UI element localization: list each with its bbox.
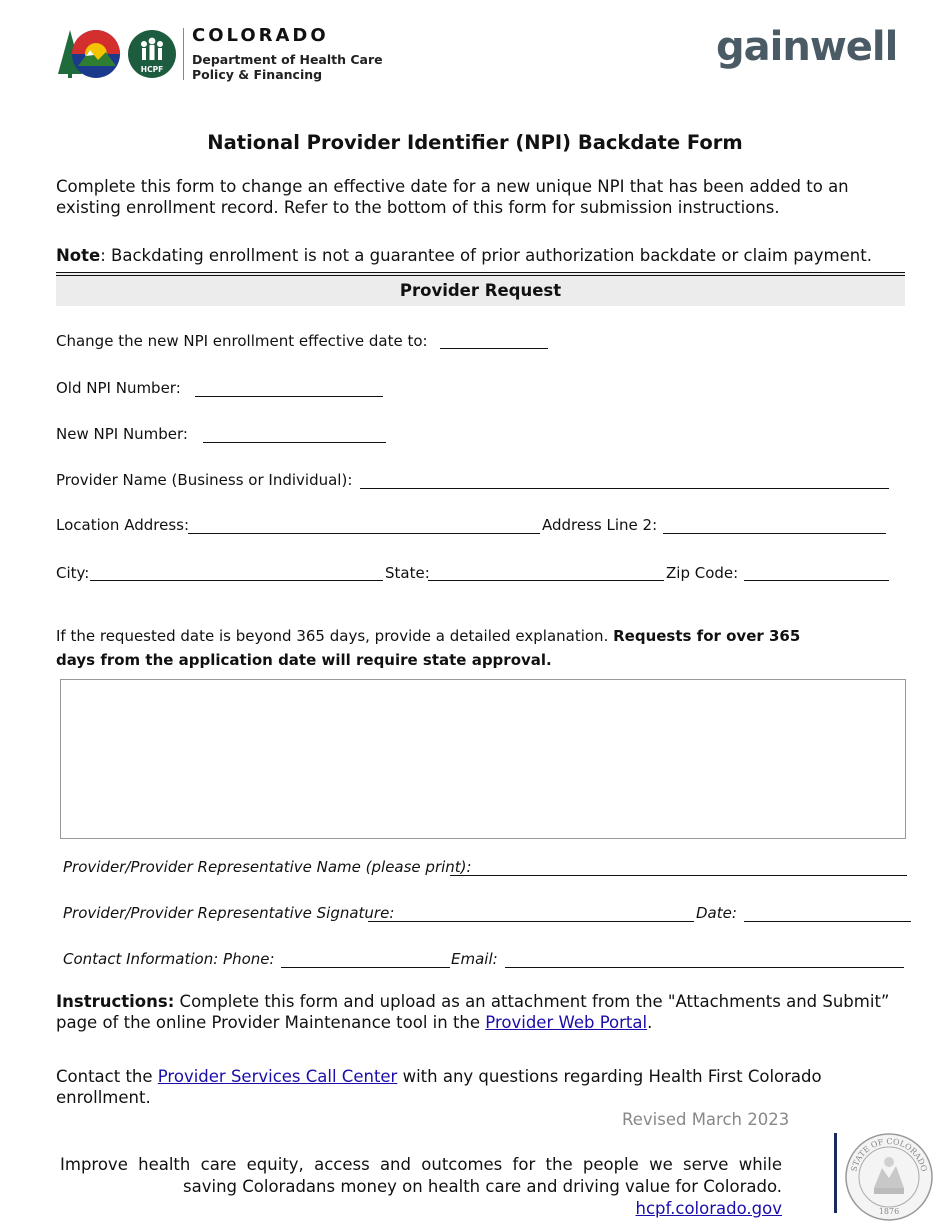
seal-top-text: STATE OF COLORADO <box>849 1136 929 1173</box>
footer-divider <box>834 1133 837 1213</box>
state-field[interactable] <box>428 580 664 581</box>
colorado-logo <box>56 26 178 82</box>
new-npi-field[interactable] <box>203 442 386 443</box>
seal-year: 1876 <box>878 1207 900 1216</box>
instructions-paragraph <box>56 991 926 1033</box>
hcpf-badge-text: HCPF <box>140 65 164 74</box>
new-npi-label: New NPI Number: <box>56 425 188 443</box>
form-title: National Provider Identifier (NPI) Backdate Form <box>207 131 743 154</box>
old-npi-field[interactable] <box>195 396 383 397</box>
explanation-bold-2: days from the application date will require state approval. <box>56 651 552 669</box>
explanation-bold-1: Requests for over 365 <box>613 627 801 645</box>
provider-name-label: Provider Name (Business or Individual): <box>56 471 353 489</box>
state-label: State: <box>385 564 430 582</box>
zip-field[interactable] <box>744 580 889 581</box>
hcpf-website-link[interactable]: hcpf.colorado.gov <box>635 1199 782 1218</box>
instructions-text-1: Complete this form and upload as an attachment from the "Attachments and Submit” <box>174 992 890 1011</box>
footer-mission <box>60 1154 782 1220</box>
effective-date-label: Change the new NPI enrollment effective date to: <box>56 332 428 350</box>
state-seal-icon <box>844 1132 934 1222</box>
department-name-line1: Department of Health Care <box>192 52 383 67</box>
date-label: Date: <box>696 904 737 922</box>
note-text: : Backdating enrollment is not a guarantee of prior authorization backdate or claim payment. <box>100 246 872 265</box>
rep-signature-label: Provider/Provider Representative Signature: <box>63 904 395 922</box>
rep-name-label: Provider/Provider Representative Name (please print): <box>63 858 472 876</box>
colorado-c-mountain-icon <box>56 26 178 82</box>
colorado-wordmark: COLORADO <box>192 25 329 46</box>
old-npi-label: Old NPI Number: <box>56 379 181 397</box>
revised-date: Revised March 2023 <box>622 1110 790 1129</box>
instructions-end: . <box>647 1013 653 1032</box>
address-line2-label: Address Line 2: <box>542 516 658 534</box>
provider-name-field[interactable] <box>360 488 889 489</box>
department-name-line2: Policy & Financing <box>192 67 323 82</box>
note-label: Note <box>56 246 101 265</box>
date-field[interactable] <box>744 921 911 922</box>
note-paragraph <box>56 245 916 266</box>
provider-services-call-center-link[interactable]: Provider Services Call Center <box>157 1067 398 1086</box>
contact-text-3: enrollment. <box>56 1088 151 1107</box>
provider-request-header <box>56 272 905 306</box>
contact-paragraph <box>56 1066 916 1108</box>
footer-mission-line2: saving Coloradans money on health care and driving value for Colorado. <box>183 1177 782 1196</box>
explanation-textbox[interactable] <box>60 679 906 839</box>
contact-phone-field[interactable] <box>281 967 450 968</box>
contact-text-2: with any questions regarding Health First Colorado <box>397 1067 822 1086</box>
rep-name-field[interactable] <box>450 875 907 876</box>
email-field[interactable] <box>505 967 904 968</box>
footer-mission-line1: Improve health care equity, access and outcomes for the people we serve while <box>60 1155 782 1174</box>
explanation-prompt <box>56 624 836 672</box>
instructions-label: Instructions: <box>56 992 175 1011</box>
email-label: Email: <box>451 950 498 968</box>
zip-label: Zip Code: <box>666 564 739 582</box>
effective-date-field[interactable] <box>440 348 548 349</box>
city-label: City: <box>56 564 90 582</box>
logo-divider <box>183 28 184 80</box>
intro-paragraph: Complete this form to change an effective date for a new unique NPI that has been added to an existing enrollment record. Refer to the bottom of this form for submission instructions. <box>56 177 849 217</box>
contact-phone-label: Contact Information: Phone: <box>63 950 275 968</box>
gainwell-wordmark: gainwell <box>716 24 898 70</box>
location-address-field[interactable] <box>188 533 540 534</box>
gainwell-logo <box>716 24 897 70</box>
rep-signature-field[interactable] <box>368 921 694 922</box>
state-seal <box>844 1132 934 1222</box>
city-field[interactable] <box>90 580 383 581</box>
address-line2-field[interactable] <box>663 533 886 534</box>
provider-web-portal-link[interactable]: Provider Web Portal <box>485 1013 648 1032</box>
location-address-label: Location Address: <box>56 516 190 534</box>
instructions-text-2: page of the online Provider Maintenance tool in the <box>56 1013 486 1032</box>
explanation-text: If the requested date is beyond 365 days, provide a detailed explanation. <box>56 627 614 645</box>
contact-text-1: Contact the <box>56 1067 158 1086</box>
section-title: Provider Request <box>399 281 562 300</box>
